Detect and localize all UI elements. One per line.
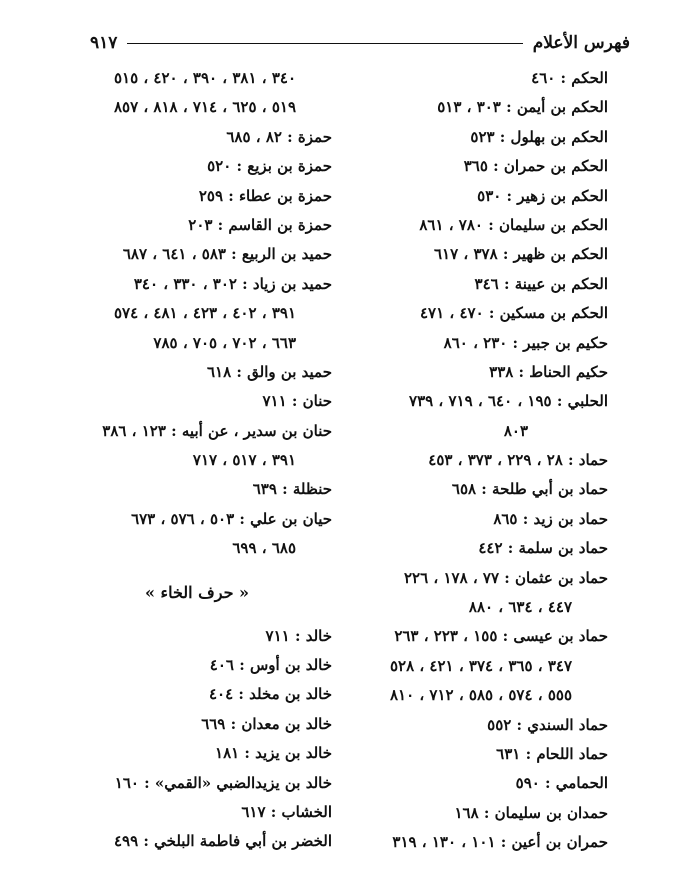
index-entry: حماد بن أبي طلحة : ٦٥٨ xyxy=(451,480,608,499)
header-rule xyxy=(127,43,522,44)
index-entry: الحكم بن ظهير : ٣٧٨ ، ٦١٧ xyxy=(433,245,608,264)
index-entry: حمزة بن بزيع : ٥٢٠ xyxy=(207,157,332,176)
index-entry: حنان : ٧١١ xyxy=(262,392,332,411)
index-entry: حمران بن أعين : ١٠١ ، ١٣٠ ، ٣١٩ xyxy=(392,833,608,852)
index-entry: حمدان بن سليمان : ١٦٨ xyxy=(454,803,608,822)
index-entry: الحكم بن زهير : ٥٣٠ xyxy=(477,186,608,205)
index-entry-continuation: ٥١٩ ، ٦٢٥ ، ٧١٤ ، ٨١٨ ، ٨٥٧ xyxy=(113,98,296,117)
index-entry: الحكم بن سليمان : ٧٨٠ ، ٨٦١ xyxy=(419,215,608,234)
running-title: فهرس الأعلام xyxy=(532,33,630,53)
index-entry: حمزة بن عطاء : ٢٥٩ xyxy=(198,186,332,205)
index-entry-continuation: ٣٩١ ، ٥١٧ ، ٧١٧ xyxy=(192,451,296,470)
index-entry-continuation: ٣٤٧ ، ٣٦٥ ، ٣٧٤ ، ٤٢١ ، ٥٢٨ xyxy=(389,656,572,675)
index-entry: حماد بن عثمان : ٧٧ ، ١٧٨ ، ٢٢٦ xyxy=(403,568,608,587)
section-heading: « حرف الخاء » xyxy=(144,582,250,602)
index-entry: الحكم : ٤٦٠ xyxy=(531,69,608,87)
index-entry: حميد بن الربيع : ٥٨٣ ، ٦٤١ ، ٦٨٧ xyxy=(122,245,332,264)
index-entry-continuation: ٣٩١ ، ٤٠٢ ، ٤٢٣ ، ٤٨١ ، ٥٧٤ xyxy=(113,304,296,323)
index-entry: الخضر بن أبي فاطمة البلخي : ٤٩٩ xyxy=(114,832,332,851)
index-entry: خالد بن أوس : ٤٠٦ xyxy=(209,656,332,675)
index-entry: حماد بن زيد : ٨٦٥ xyxy=(493,509,608,528)
index-entry: حنان بن سدير ، عن أبيه : ١٢٣ ، ٣٨٦ xyxy=(102,421,332,440)
index-column-right xyxy=(358,64,608,858)
index-entry: الحكم بن حمران : ٣٦٥ xyxy=(463,157,608,176)
index-entry-continuation: ٤٤٧ ، ٦٣٤ ، ٨٨٠ xyxy=(468,598,572,617)
index-entry: الحكم بن عيينة : ٣٤٦ xyxy=(474,274,608,293)
index-entry: حمزة بن القاسم : ٢٠٣ xyxy=(188,215,332,234)
index-entry: حميد بن والق : ٦١٨ xyxy=(206,362,332,381)
index-entry-continuation: ٨٠٣ xyxy=(503,421,528,440)
index-entry: حماد بن عيسى : ١٥٥ ، ٢٢٣ ، ٢٦٣ xyxy=(394,627,608,646)
index-entry: حماد : ٢٨ ، ٢٢٩ ، ٣٧٣ ، ٤٥٣ xyxy=(428,451,608,470)
index-entry: خالد بن يزيد : ١٨١ xyxy=(215,744,332,763)
page-header xyxy=(90,30,630,56)
index-column-left xyxy=(62,64,332,857)
index-entry: خالد بن مخلد : ٤٠٤ xyxy=(208,685,332,704)
index-entry: حنظلة : ٦٣٩ xyxy=(252,480,332,499)
index-entry: حكيم الحناط : ٣٣٨ xyxy=(489,362,608,381)
index-entry: الحمامي : ٥٩٠ xyxy=(515,774,608,793)
index-entry: الحلبي : ١٩٥ ، ٦٤٠ ، ٧١٩ ، ٧٣٩ xyxy=(409,392,608,411)
index-entry: حميد بن زياد : ٣٠٢ ، ٣٣٠ ، ٣٤٠ xyxy=(133,274,332,293)
index-entry-continuation: ٦٨٥ ، ٦٩٩ xyxy=(232,539,296,558)
page-number: ٩١٧ xyxy=(90,33,118,53)
index-entry: حماد السندي : ٥٥٢ xyxy=(487,715,608,734)
index-entry: الخشاب : ٦١٧ xyxy=(241,802,332,821)
index-entry-continuation: ٣٤٠ ، ٣٨١ ، ٣٩٠ ، ٤٢٠ ، ٥١٥ xyxy=(113,69,296,87)
index-entry: حيان بن علي : ٥٠٣ ، ٥٧٦ ، ٦٧٣ xyxy=(131,509,332,528)
index-entry: حماد اللحام : ٦٣١ xyxy=(496,744,608,763)
index-entry: خالد بن معدان : ٦٦٩ xyxy=(201,714,332,733)
index-entry: حكيم بن جبير : ٢٣٠ ، ٨٦٠ xyxy=(443,333,608,352)
index-entry: الحكم بن مسكين : ٤٧٠ ، ٤٧١ xyxy=(420,304,608,323)
index-entry-continuation: ٦٦٣ ، ٧٠٢ ، ٧٠٥ ، ٧٨٥ xyxy=(153,333,296,352)
index-entry: الحكم بن أيمن : ٣٠٣ ، ٥١٣ xyxy=(437,98,608,117)
index-entry: خالد : ٧١١ xyxy=(265,626,332,645)
index-entry-continuation: ٥٥٥ ، ٥٧٤ ، ٥٨٥ ، ٧١٢ ، ٨١٠ xyxy=(389,686,572,705)
index-entry: حماد بن سلمة : ٤٤٢ xyxy=(478,539,608,558)
index-entry: خالد بن يزيدالضبي «القمي» : ١٦٠ xyxy=(114,773,332,792)
index-entry: الحكم بن بهلول : ٥٢٣ xyxy=(470,127,608,146)
index-entry: حمزة : ٨٢ ، ٦٨٥ xyxy=(226,127,332,146)
